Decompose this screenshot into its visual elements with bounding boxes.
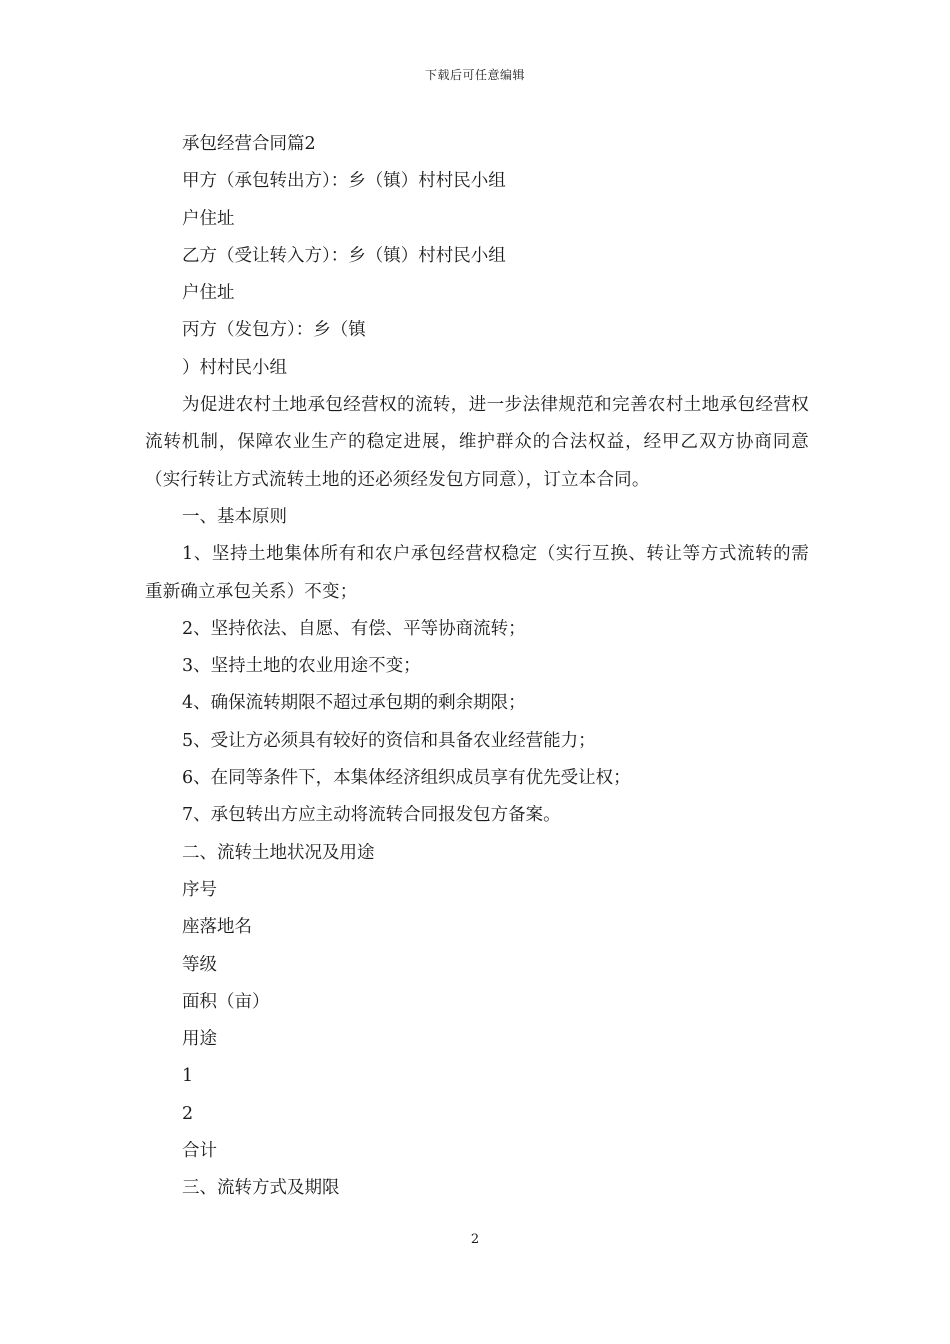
principle-1: 1、坚持土地集体所有和农户承包经营权稳定（实行互换、转让等方式流转的需重新确立承包关系）不变； bbox=[145, 544, 809, 602]
table-row-2: 2 bbox=[182, 1103, 194, 1124]
document-body bbox=[145, 126, 809, 1208]
party-a-line: 甲方（承包转出方）：乡（镇）村村民小组 bbox=[182, 171, 506, 192]
table-col-location: 座落地名 bbox=[182, 917, 252, 938]
table-col-grade: 等级 bbox=[182, 954, 217, 975]
table-col-usage: 用途 bbox=[182, 1029, 217, 1050]
preamble-paragraph: 为促进农村土地承包经营权的流转，进一步法律规范和完善农村土地承包经营权流转机制，保障农业生产的稳定进展，维护群众的合法权益，经甲乙双方协商同意（实行转让方式流转土地的还必须经发包方同意），订立本合同。 bbox=[145, 395, 809, 490]
principle-5: 5、受让方必须具有较好的资信和具备农业经营能力； bbox=[182, 730, 596, 751]
principle-3: 3、坚持土地的农业用途不变； bbox=[182, 656, 421, 677]
party-c-group: ）村村民小组 bbox=[182, 357, 287, 378]
page-header-note: 下载后可任意编辑 bbox=[424, 68, 525, 82]
table-col-area: 面积（亩） bbox=[182, 991, 270, 1012]
party-a-address: 户住址 bbox=[182, 208, 235, 229]
section-1-heading: 一、基本原则 bbox=[182, 506, 287, 527]
party-c-line: 丙方（发包方）：乡（镇 bbox=[182, 320, 366, 341]
table-col-serial: 序号 bbox=[182, 879, 217, 900]
principle-7: 7、承包转出方应主动将流转合同报发包方备案。 bbox=[182, 805, 561, 826]
page-number: 2 bbox=[470, 1232, 480, 1247]
section-2-heading: 二、流转土地状况及用途 bbox=[182, 842, 375, 863]
party-b-line: 乙方（受让转入方）：乡（镇）村村民小组 bbox=[182, 245, 506, 266]
principle-4: 4、确保流转期限不超过承包期的剩余期限； bbox=[182, 693, 526, 714]
contract-title: 承包经营合同篇2 bbox=[182, 134, 316, 154]
table-total: 合计 bbox=[182, 1141, 217, 1162]
principle-6: 6、在同等条件下，本集体经济组织成员享有优先受让权； bbox=[182, 768, 631, 789]
table-row-1: 1 bbox=[182, 1066, 194, 1087]
section-3-heading: 三、流转方式及期限 bbox=[182, 1178, 340, 1199]
party-b-address: 户住址 bbox=[182, 283, 235, 304]
principle-2: 2、坚持依法、自愿、有偿、平等协商流转； bbox=[182, 618, 526, 639]
